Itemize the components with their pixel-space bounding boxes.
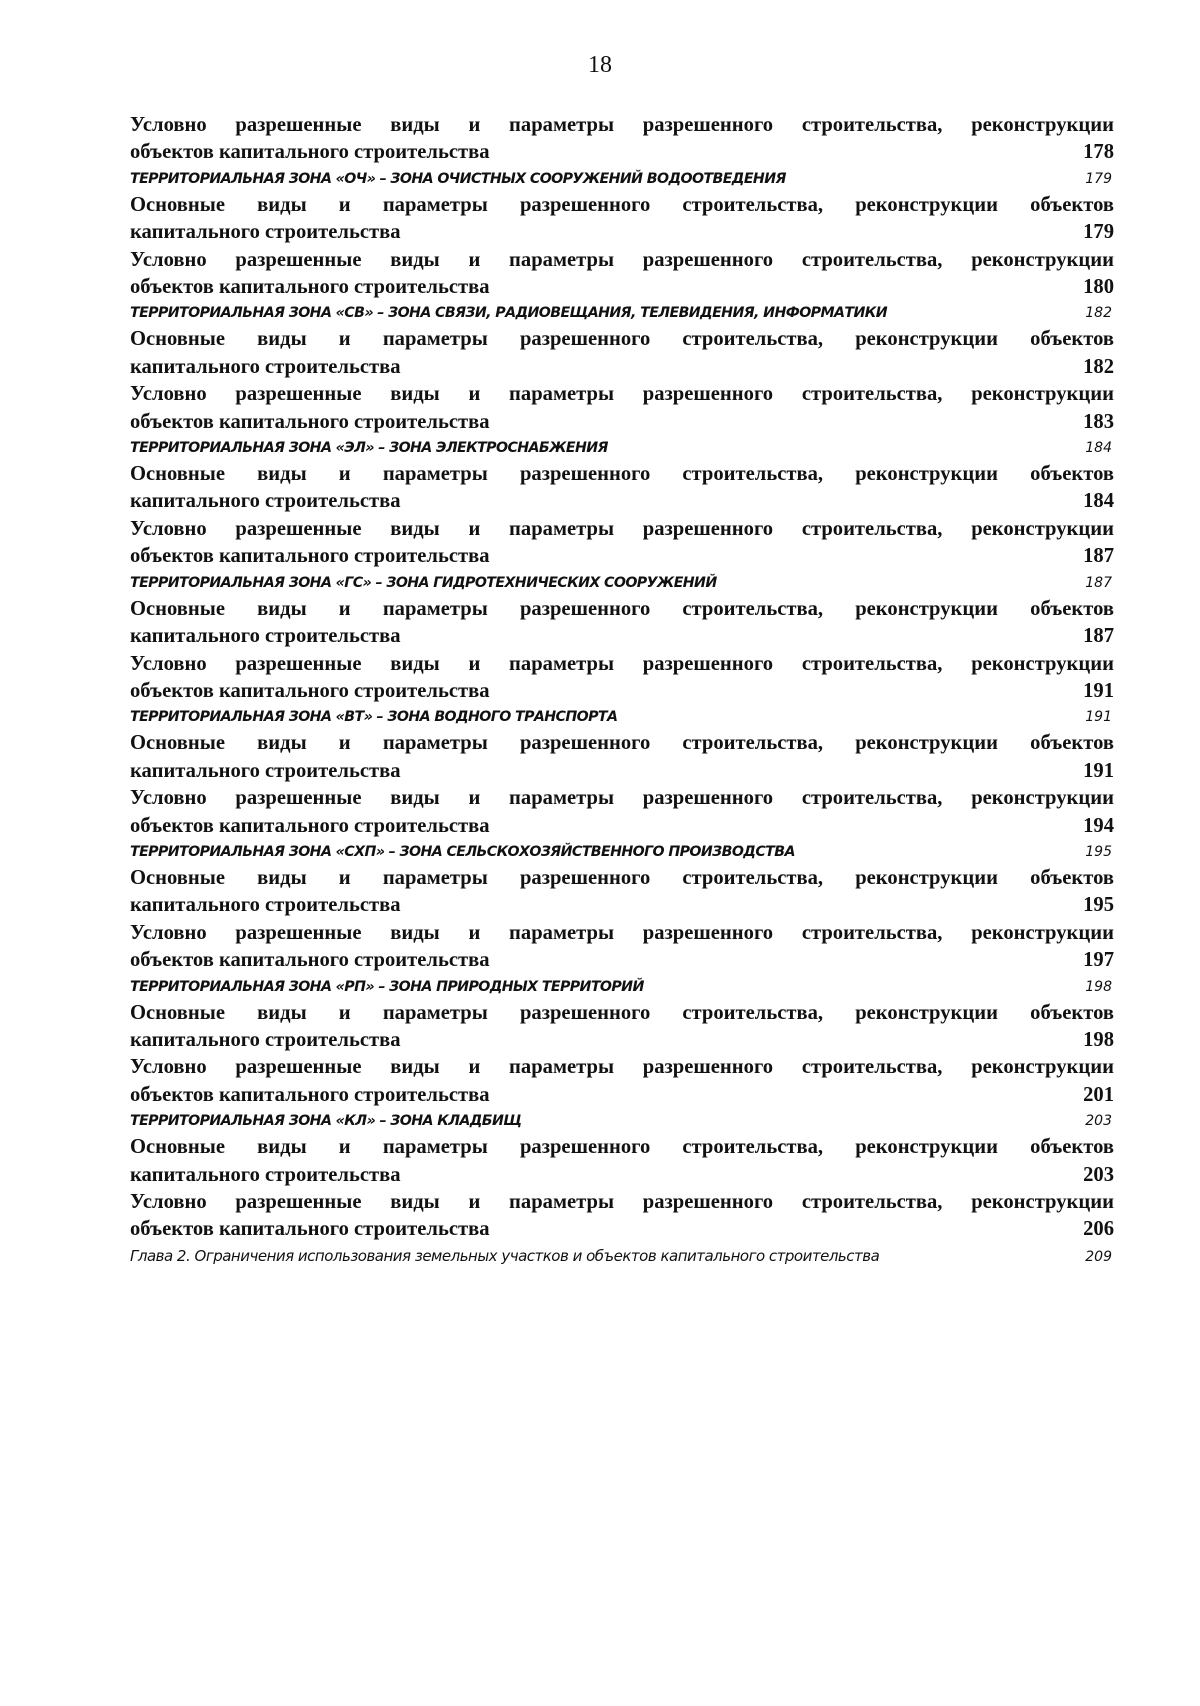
toc-entry-title-line2: объектов капитального строительства — [130, 679, 490, 702]
toc-entry-page: 179 — [1085, 170, 1112, 187]
toc-entry-title-line2-row — [130, 678, 1114, 705]
toc-entry-page: 198 — [1083, 1028, 1114, 1051]
toc-entry-subsection[interactable] — [130, 596, 1114, 651]
toc-entry-title: ТЕРРИТОРИАЛЬНАЯ ЗОНА «РП» – ЗОНА ПРИРОДНЫХ ТЕРРИТОРИЙ — [130, 978, 644, 995]
toc-entry-title-line2-row — [130, 1027, 1114, 1054]
toc-entry-title-line1: Условно разрешенные виды и параметры разрешенного строительства, реконструкции — [130, 787, 1114, 810]
toc-entry-title-line1: Условно разрешенные виды и параметры разрешенного строительства, реконструкции — [130, 1056, 1114, 1079]
toc-entry-title-line1: Условно разрешенные виды и параметры разрешенного строительства, реконструкции — [130, 248, 1114, 271]
toc-entry-title-line2: объектов капитального строительства — [130, 1218, 490, 1241]
toc-entry-title-line2: капитального строительства — [130, 894, 401, 917]
toc-entry-page: 183 — [1083, 410, 1114, 433]
toc-entry-subsection[interactable] — [130, 461, 1114, 516]
toc-entry-chapter[interactable] — [130, 1244, 1114, 1269]
toc-entry-zone[interactable] — [130, 301, 1114, 326]
toc-entry-zone[interactable] — [130, 840, 1114, 865]
toc-entry-title-line2-row — [130, 813, 1114, 840]
toc-entry-zone[interactable] — [130, 975, 1114, 1000]
toc-entry-title-line2-row — [130, 758, 1114, 785]
toc-entry-page: 203 — [1085, 1113, 1112, 1130]
toc-entry-title: ТЕРРИТОРИАЛЬНАЯ ЗОНА «СВ» – ЗОНА СВЯЗИ, РАДИОВЕЩАНИЯ, ТЕЛЕВИДЕНИЯ, ИНФОРМАТИКИ — [130, 305, 887, 322]
toc-entry-zone[interactable] — [130, 1109, 1114, 1134]
toc-entry-title-line2-row — [130, 354, 1114, 381]
toc-entry-title-line1: Основные виды и параметры разрешенного строительства, реконструкции объектов — [130, 328, 1114, 351]
toc-entry-page: 184 — [1085, 440, 1112, 457]
toc-entry-title-line2: капитального строительства — [130, 355, 401, 378]
toc-entry-subsection[interactable] — [130, 112, 1114, 167]
toc-entry-title-line1: Основные виды и параметры разрешенного строительства, реконструкции объектов — [130, 463, 1114, 486]
toc-entry-page: 184 — [1083, 490, 1114, 513]
toc-entry-title-line2: объектов капитального строительства — [130, 1083, 490, 1106]
toc-entry-title: ТЕРРИТОРИАЛЬНАЯ ЗОНА «СХП» – ЗОНА СЕЛЬСКОХОЗЯЙСТВЕННОГО ПРОИЗВОДСТВА — [130, 843, 795, 860]
toc-entry-title-line2-row — [130, 623, 1114, 650]
toc-entry-subsection[interactable] — [130, 785, 1114, 840]
toc-entry-title-line2: объектов капитального строительства — [130, 545, 490, 568]
toc-entry-title-line2: объектов капитального строительства — [130, 141, 490, 164]
toc-entry-page: 178 — [1083, 141, 1114, 164]
toc-entry-title-line2-row — [130, 488, 1114, 515]
toc-entry-subsection[interactable] — [130, 381, 1114, 436]
toc-entry-zone[interactable] — [130, 167, 1114, 192]
toc-entry-title: Глава 2. Ограничения использования земельных участков и объектов капитального строительства — [130, 1246, 880, 1265]
toc-entry-subsection[interactable] — [130, 1189, 1114, 1244]
toc-entry-subsection[interactable] — [130, 326, 1114, 381]
toc-entry-title-line1: Условно разрешенные виды и параметры разрешенного строительства, реконструкции — [130, 1191, 1114, 1213]
toc-entry-page: 191 — [1085, 709, 1112, 726]
toc-entry-subsection[interactable] — [130, 516, 1114, 571]
toc-entry-title: ТЕРРИТОРИАЛЬНАЯ ЗОНА «ОЧ» – ЗОНА ОЧИСТНЫХ СООРУЖЕНИЙ ВОДООТВЕДЕНИЯ — [130, 170, 786, 187]
toc-entry-title-line2: капитального строительства — [130, 1028, 401, 1051]
toc-entry-page: 194 — [1083, 814, 1114, 837]
toc-entry-subsection[interactable] — [130, 1054, 1114, 1109]
toc-entry-title-line2: объектов капитального строительства — [130, 814, 490, 837]
toc-entry-page: 198 — [1085, 978, 1112, 995]
toc-entry-zone[interactable] — [130, 705, 1114, 730]
toc-entry-title-line1: Условно разрешенные виды и параметры разрешенного строительства, реконструкции — [130, 517, 1114, 540]
toc-entry-page: 203 — [1083, 1163, 1114, 1186]
toc-entry-title: ТЕРРИТОРИАЛЬНАЯ ЗОНА «ЭЛ» – ЗОНА ЭЛЕКТРОСНАБЖЕНИЯ — [130, 440, 608, 457]
toc-entry-subsection[interactable] — [130, 192, 1114, 247]
toc-entry-page: 197 — [1083, 949, 1114, 972]
toc-entry-title-line2: капитального строительства — [130, 759, 401, 782]
toc-entry-title-line1: Основные виды и параметры разрешенного строительства, реконструкции объектов — [130, 866, 1114, 889]
toc-entry-title-line2: объектов капитального строительства — [130, 949, 490, 972]
toc-entry-title-line1: Основные виды и параметры разрешенного строительства, реконструкции объектов — [130, 1136, 1114, 1159]
toc-entry-title-line2-row — [130, 947, 1114, 974]
toc-entry-subsection[interactable] — [130, 1134, 1114, 1189]
toc-entry-page: 180 — [1083, 276, 1114, 299]
toc-entry-page: 195 — [1085, 843, 1112, 860]
toc-entry-page: 206 — [1083, 1218, 1114, 1241]
toc-entry-page: 179 — [1083, 221, 1114, 244]
toc-entry-title-line2: капитального строительства — [130, 221, 401, 244]
toc-entry-title-line2-row — [130, 139, 1114, 166]
toc-entry-page: 187 — [1083, 545, 1114, 568]
toc-entry-title-line1: Основные виды и параметры разрешенного строительства, реконструкции объектов — [130, 597, 1114, 620]
toc-entry-title-line1: Основные виды и параметры разрешенного строительства, реконструкции объектов — [130, 732, 1114, 755]
toc-entry-subsection[interactable] — [130, 651, 1114, 706]
toc-entry-title: ТЕРРИТОРИАЛЬНАЯ ЗОНА «ВТ» – ЗОНА ВОДНОГО ТРАНСПОРТА — [130, 709, 618, 726]
toc-entry-title-line2-row — [130, 543, 1114, 570]
toc-entry-page: 191 — [1083, 679, 1114, 702]
toc-entry-subsection[interactable] — [130, 247, 1114, 302]
toc-entry-title-line2-row — [130, 892, 1114, 919]
toc-entry-zone[interactable] — [130, 436, 1114, 461]
toc-entry-title-line2-row — [130, 274, 1114, 301]
toc-entry-page: 201 — [1083, 1083, 1114, 1106]
toc-entry-title-line1: Условно разрешенные виды и параметры разрешенного строительства, реконструкции — [130, 383, 1114, 406]
toc-entry-zone[interactable] — [130, 571, 1114, 596]
toc-entry-title-line2: капитального строительства — [130, 1163, 401, 1186]
toc-entry-title-line1: Условно разрешенные виды и параметры разрешенного строительства, реконструкции — [130, 652, 1114, 675]
toc-entry-title-line1: Основные виды и параметры разрешенного строительства, реконструкции объектов — [130, 1001, 1114, 1024]
toc-entry-title-line2-row — [130, 409, 1114, 436]
toc-entry-title: ТЕРРИТОРИАЛЬНАЯ ЗОНА «ГС» – ЗОНА ГИДРОТЕХНИЧЕСКИХ СООРУЖЕНИЙ — [130, 574, 717, 591]
toc-entry-title-line2: объектов капитального строительства — [130, 410, 490, 433]
toc-entry-page: 187 — [1083, 625, 1114, 648]
toc-entry-title-line1: Условно разрешенные виды и параметры разрешенного строительства, реконструкции — [130, 114, 1114, 136]
toc-entry-subsection[interactable] — [130, 920, 1114, 975]
toc-entry-title-line2-row — [130, 219, 1114, 246]
toc-entry-page: 187 — [1085, 574, 1112, 591]
toc-entry-title-line2-row — [130, 1162, 1114, 1189]
toc-entry-subsection[interactable] — [130, 730, 1114, 785]
toc-entry-page: 209 — [1085, 1248, 1112, 1265]
toc-entry-page: 195 — [1083, 894, 1114, 917]
toc-entry-page: 182 — [1085, 305, 1112, 322]
toc-entry-title-line2-row — [130, 1082, 1114, 1109]
toc-entry-title-line1: Условно разрешенные виды и параметры разрешенного строительства, реконструкции — [130, 921, 1114, 944]
toc-entry-title-line1: Основные виды и параметры разрешенного строительства, реконструкции объектов — [130, 193, 1114, 216]
toc-entry-title-line2: капитального строительства — [130, 490, 401, 513]
toc-entry-title-line2-row — [130, 1216, 1114, 1243]
table-of-contents — [130, 112, 1114, 1269]
toc-entry-title-line2: объектов капитального строительства — [130, 276, 490, 299]
toc-entry-page: 191 — [1083, 759, 1114, 782]
toc-entry-title-line2: капитального строительства — [130, 625, 401, 648]
page-number: 18 — [588, 52, 612, 78]
toc-entry-title: ТЕРРИТОРИАЛЬНАЯ ЗОНА «КЛ» – ЗОНА КЛАДБИЩ — [130, 1113, 522, 1130]
toc-entry-subsection[interactable] — [130, 865, 1114, 920]
toc-entry-page: 182 — [1083, 355, 1114, 378]
toc-entry-subsection[interactable] — [130, 1000, 1114, 1055]
